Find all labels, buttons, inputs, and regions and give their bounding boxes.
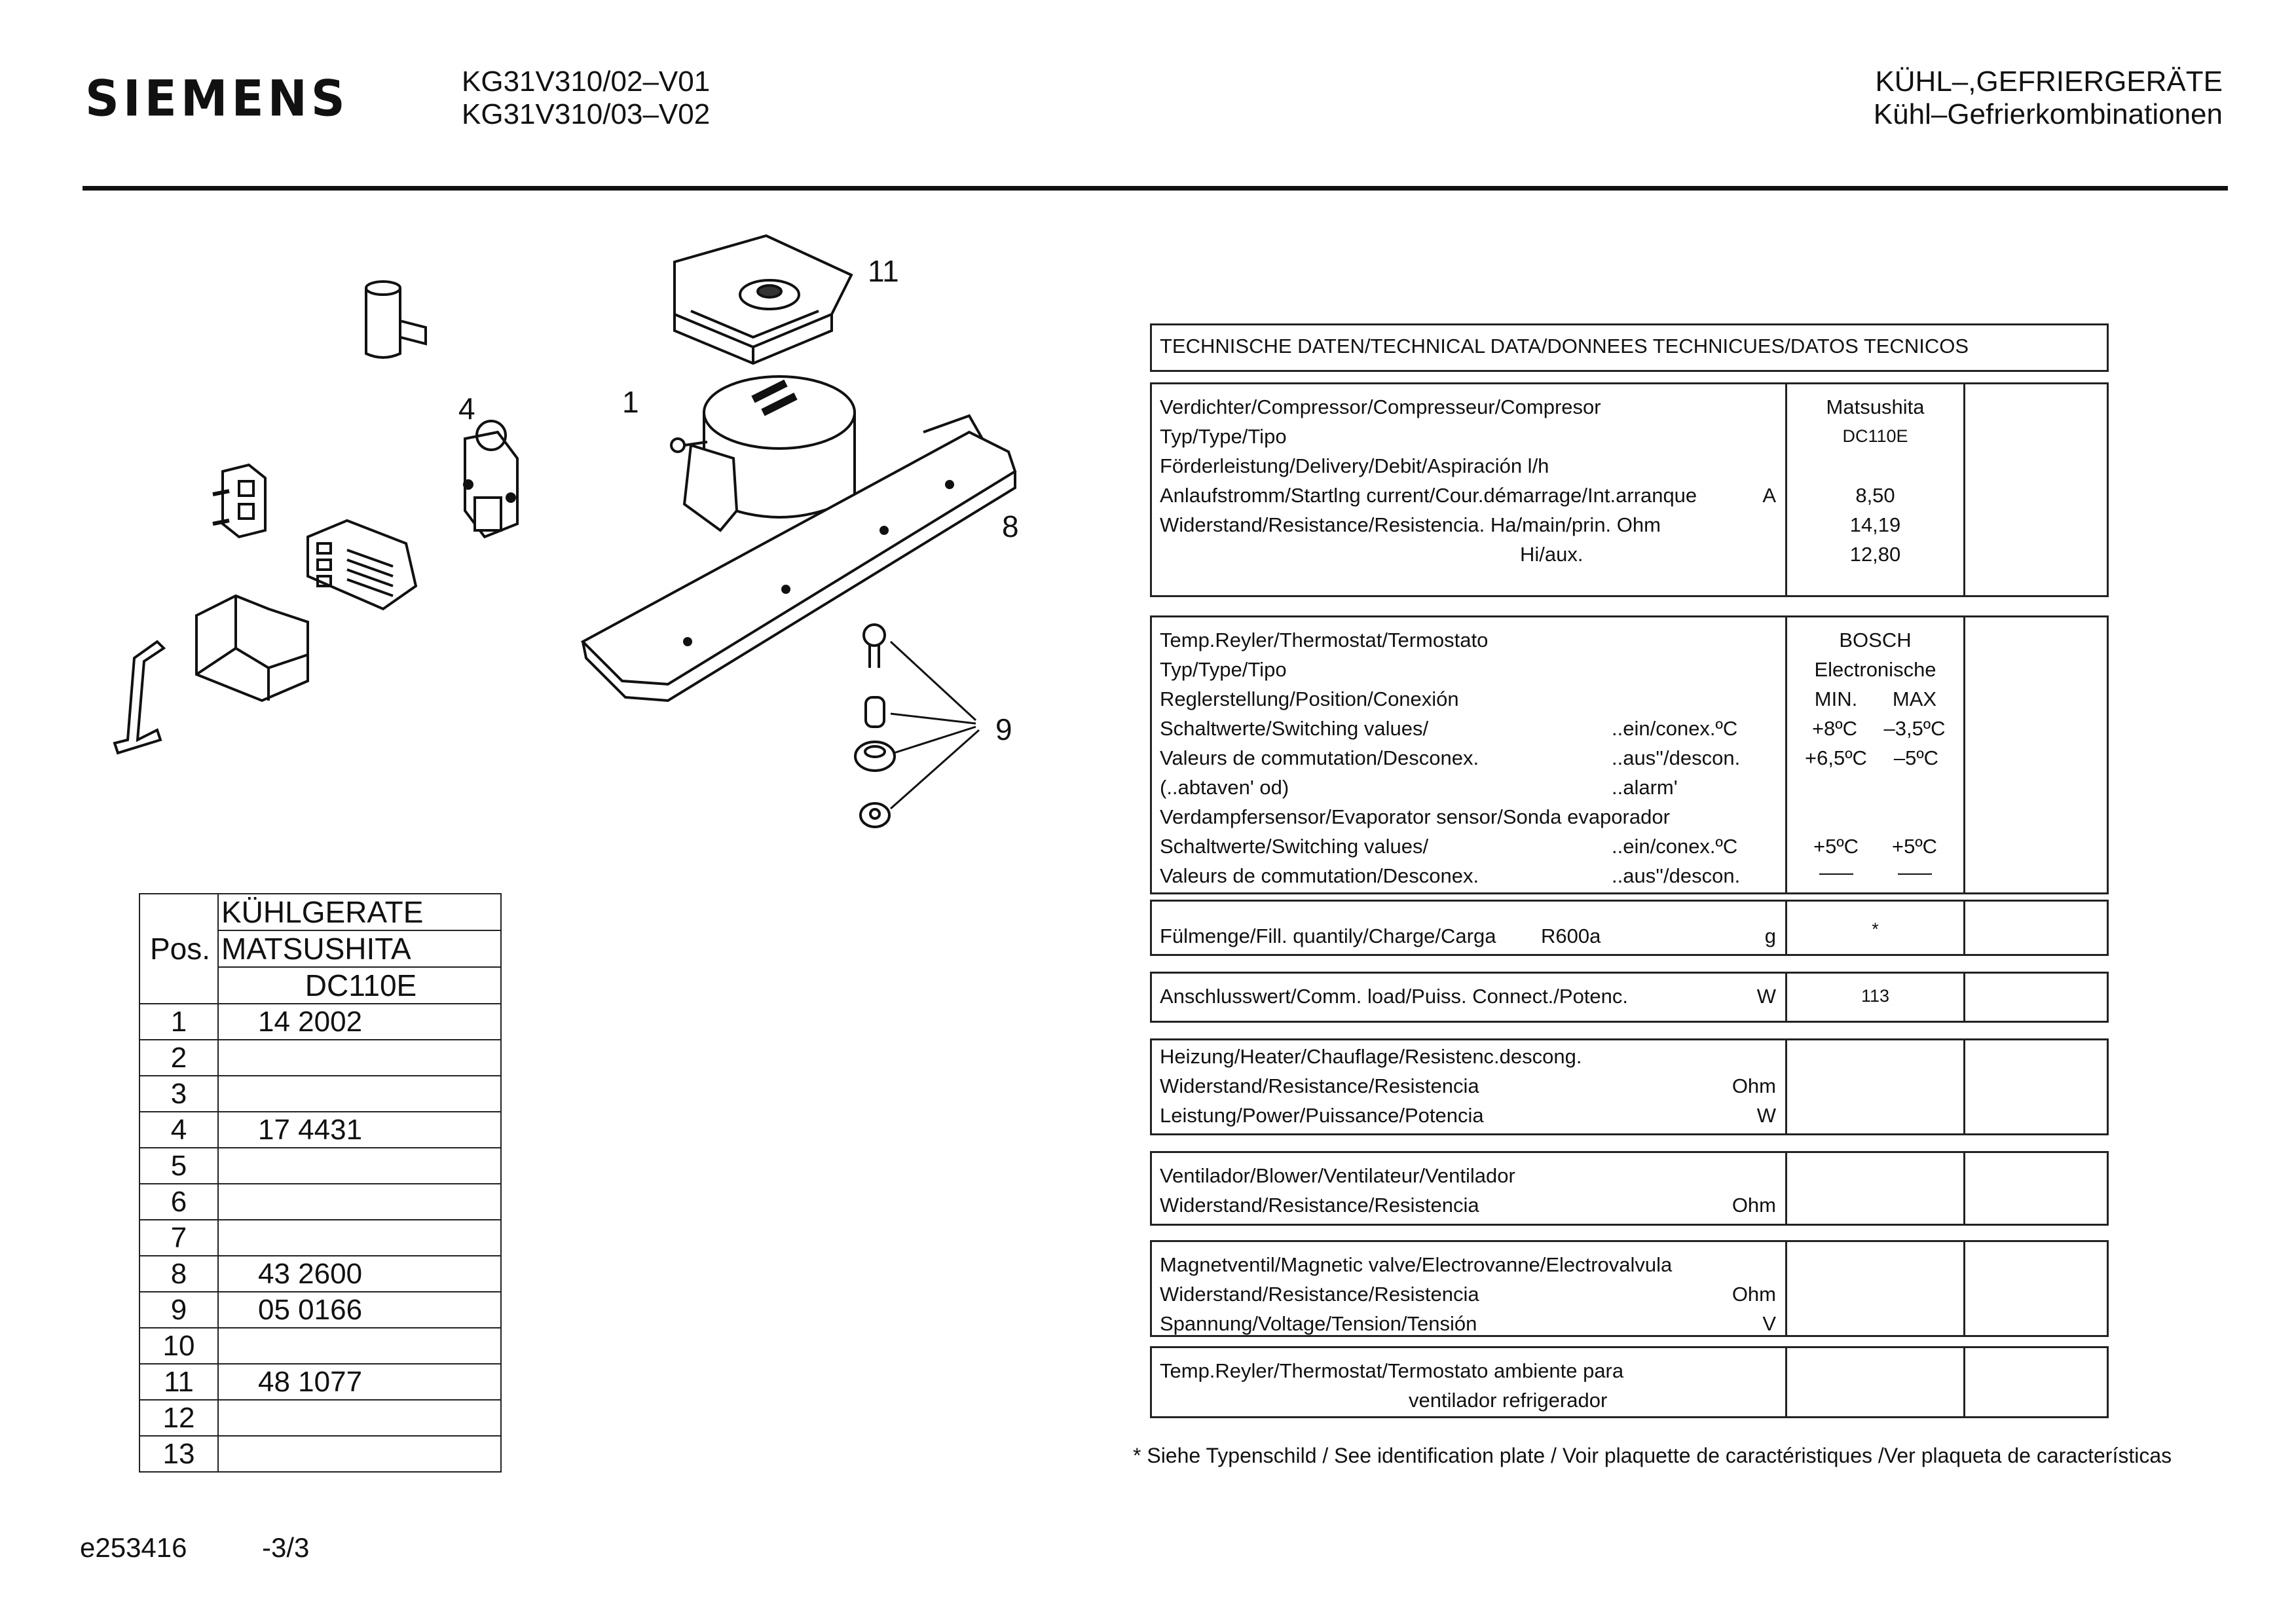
valve-voltage-label: Spannung/Voltage/Tension/Tensión	[1160, 1312, 1477, 1335]
part-number-cell: 43 2600	[218, 1256, 501, 1292]
sensor-on-max: +5ºC	[1891, 835, 1938, 858]
appliance-category	[1874, 65, 2223, 131]
resistance-aux-value: 12,80	[1849, 543, 1901, 566]
footnote: * Siehe Typenschild / See identification plate / Voir plaquette de caractéristiques /Ver plaqueta de características	[1133, 1444, 2172, 1467]
heater-power-label: Leistung/Power/Puissance/Potencia	[1160, 1104, 1484, 1127]
valve-resistance-row	[1160, 1279, 1785, 1309]
fill-extra-column	[1965, 902, 2107, 954]
connected-load-unit: W	[1756, 985, 1776, 1008]
connected-load-labels	[1152, 974, 1787, 1021]
switch-on-label: ..ein/conex.ºC	[1612, 717, 1738, 740]
fill-quantity-value: *	[1872, 919, 1879, 939]
ambient-thermostat-values	[1787, 1348, 1965, 1416]
base-plate-part	[583, 416, 1015, 701]
switch-off-max: –5ºC	[1893, 746, 1939, 769]
ambient-extra-column	[1965, 1348, 2107, 1416]
part-number-cell	[218, 1400, 501, 1436]
starting-current-unit: A	[1762, 484, 1776, 507]
pos-cell: 9	[139, 1292, 218, 1328]
model-number-1: KG31V310/02–V01	[462, 65, 711, 98]
min-label: MIN.	[1814, 687, 1858, 710]
pos-cell: 6	[139, 1184, 218, 1220]
sensor-off-row	[1160, 861, 1785, 890]
category-line-1: KÜHL–,GEFRIERGERÄTE	[1875, 65, 2223, 98]
terminal-block-part	[213, 465, 265, 537]
table-row	[139, 1040, 501, 1076]
starting-current-value: 8,50	[1855, 484, 1895, 507]
pos-cell: 2	[139, 1040, 218, 1076]
ambient-fan-row	[1160, 1385, 1785, 1415]
fan-label: Ventilador/Blower/Ventilateur/Ventilador	[1160, 1164, 1515, 1187]
tech-title-box	[1150, 323, 2109, 372]
sensor-off-min-dash	[1819, 873, 1853, 875]
compressor-make-value: Matsushita	[1826, 395, 1925, 418]
delivery-value	[1787, 451, 1963, 481]
heater-label: Heizung/Heater/Chauflage/Resistenc.descong.	[1160, 1045, 1582, 1068]
type-label: Typ/Type/Tipo	[1160, 425, 1287, 448]
refrigerant-label: R600a	[1541, 925, 1601, 947]
alarm-row	[1160, 773, 1785, 802]
pos-cell: 7	[139, 1220, 218, 1256]
table-row	[139, 1256, 501, 1292]
magnetic-valve-label: Magnetventil/Magnetic valve/Electrovanne/Electrovalvula	[1160, 1253, 1673, 1276]
heater-block	[1150, 1038, 2109, 1135]
heater-values	[1787, 1040, 1965, 1133]
part-number-cell: 05 0166	[218, 1292, 501, 1328]
starting-current-row	[1160, 481, 1785, 510]
capacitor-part	[366, 282, 426, 357]
switch-off-values	[1787, 743, 1963, 773]
switch-on-values	[1787, 714, 1963, 743]
part-number-cell: 48 1077	[218, 1364, 501, 1400]
table-row	[139, 1220, 501, 1256]
table-header-row	[139, 894, 501, 930]
sensor-off-values	[1787, 861, 1963, 890]
switching-off-row	[1160, 743, 1785, 773]
switch-off-label: ..aus''/descon.	[1612, 746, 1741, 769]
switching-values-label: Schaltwerte/Switching values/	[1160, 717, 1429, 740]
resistance-aux-label: Hi/aux.	[1520, 543, 1583, 566]
thermostat-type-label: Typ/Type/Tipo	[1160, 658, 1287, 681]
evaporator-sensor-label: Verdampfersensor/Evaporator sensor/Sonda evaporador	[1160, 805, 1670, 828]
callout-11: 11	[868, 254, 899, 288]
thermostat-extra-column	[1965, 617, 2107, 892]
pos-cell: 10	[139, 1328, 218, 1364]
table-row	[139, 1004, 501, 1040]
magnetic-valve-block	[1150, 1240, 2109, 1337]
valve-extra-column	[1965, 1242, 2107, 1335]
pos-cell: 4	[139, 1112, 218, 1148]
thermostat-labels	[1152, 617, 1787, 892]
load-extra-column	[1965, 974, 2107, 1021]
table-row	[139, 1076, 501, 1112]
category-line-2: Kühl–Gefrierkombinationen	[1873, 98, 2223, 130]
valve-resistance-unit: Ohm	[1731, 1283, 1776, 1306]
control-panel-part	[308, 521, 416, 609]
callout-9: 9	[995, 712, 1012, 746]
sensor-off-label: ..aus''/descon.	[1612, 864, 1741, 887]
thermostat-type-value: Electronische	[1814, 658, 1936, 681]
connected-load-row	[1160, 981, 1785, 1011]
ambient-thermostat-labels	[1152, 1348, 1787, 1416]
parts-number-table	[139, 893, 502, 1473]
alarm-values	[1787, 773, 1963, 802]
valve-voltage-unit: V	[1762, 1312, 1776, 1335]
ambient-thermostat-label: Temp.Reyler/Thermostat/Termostato ambiente para	[1160, 1359, 1624, 1382]
compressor-cover-part	[675, 236, 851, 363]
pos-cell: 3	[139, 1076, 218, 1112]
table-row	[139, 1400, 501, 1436]
starter-relay-part	[464, 421, 517, 537]
callout-4: 4	[458, 392, 475, 426]
min-max-header	[1787, 684, 1963, 714]
table-row	[139, 1292, 501, 1328]
commutation-label: Valeurs de commutation/Desconex.	[1160, 746, 1479, 769]
magnetic-valve-values	[1787, 1242, 1965, 1335]
sensor-switching-label: Schaltwerte/Switching values/	[1160, 835, 1429, 858]
compressor-extra-column	[1965, 384, 2107, 595]
sensor-on-label: ..ein/conex.ºC	[1612, 835, 1738, 858]
header-divider	[83, 186, 2228, 191]
sensor-header-values	[1787, 802, 1963, 832]
heater-resistance-unit: Ohm	[1731, 1074, 1776, 1097]
fan-resistance-label: Widerstand/Resistance/Resistencia	[1160, 1194, 1479, 1217]
part-number-cell	[218, 1436, 501, 1472]
fan-extra-column	[1965, 1153, 2107, 1224]
fill-quantity-labels	[1152, 902, 1787, 954]
sensor-off-max-dash	[1898, 873, 1932, 875]
thermostat-make-value: BOSCH	[1839, 629, 1912, 651]
pos-cell: 12	[139, 1400, 218, 1436]
switch-on-min: +8ºC	[1811, 717, 1857, 740]
heater-power-row	[1160, 1101, 1785, 1130]
starting-current-label: Anlaufstromm/Startlng current/Cour.démarrage/Int.arranque	[1160, 484, 1697, 507]
resistance-main-value: 14,19	[1849, 513, 1901, 536]
clip-part	[115, 642, 164, 753]
heater-power-unit: W	[1756, 1104, 1776, 1127]
callout-8: 8	[1002, 509, 1019, 543]
magnetic-valve-labels	[1152, 1242, 1787, 1335]
table-row	[139, 1328, 501, 1364]
fill-quantity-unit: g	[1764, 925, 1776, 947]
heater-resistance-row	[1160, 1071, 1785, 1101]
model-group-header: KÜHLGERATE	[218, 894, 501, 930]
max-label: MAX	[1892, 687, 1937, 710]
resistance-main-label: Widerstand/Resistance/Resistencia. Ha/main/prin. Ohm	[1160, 513, 1661, 536]
exploded-parts-diagram	[98, 223, 1067, 845]
compressor-type-header: DC110E	[218, 967, 501, 1004]
fan-values	[1787, 1153, 1965, 1224]
table-row	[139, 1112, 501, 1148]
part-number-cell	[218, 1220, 501, 1256]
document-id: e253416	[80, 1532, 187, 1563]
brand-logo: SIEMENS	[85, 69, 349, 128]
part-number-cell	[218, 1148, 501, 1184]
part-number-cell	[218, 1040, 501, 1076]
table-row	[139, 1436, 501, 1472]
thermostat-values	[1787, 617, 1965, 892]
model-number-2: KG31V310/03–V02	[462, 98, 711, 130]
sensor-commutation-label: Valeurs de commutation/Desconex.	[1160, 864, 1479, 887]
tech-title: TECHNISCHE DATEN/TECHNICAL DATA/DONNEES TECHNICUES/DATOS TECNICOS	[1160, 335, 1969, 357]
model-numbers	[462, 65, 710, 131]
defrost-label: (..abtaven' od)	[1160, 776, 1289, 799]
connected-load-value: 113	[1861, 986, 1890, 1006]
compressor-block	[1150, 382, 2109, 597]
sensor-on-values	[1787, 832, 1963, 861]
pos-cell: 13	[139, 1436, 218, 1472]
pos-column-header: Pos.	[139, 894, 218, 1004]
valve-voltage-row	[1160, 1309, 1785, 1338]
sensor-on-row	[1160, 832, 1785, 861]
pos-cell: 8	[139, 1256, 218, 1292]
switch-off-min: +6,5ºC	[1805, 746, 1867, 769]
compressor-label: Verdichter/Compressor/Compresseur/Compresor	[1160, 395, 1601, 418]
sensor-on-min: +5ºC	[1813, 835, 1859, 858]
fan-block	[1150, 1151, 2109, 1226]
fill-quantity-value-cell	[1787, 902, 1965, 954]
part-number-cell	[218, 1184, 501, 1220]
callout-1: 1	[622, 385, 639, 419]
pos-cell: 11	[139, 1364, 218, 1400]
thermostat-label: Temp.Reyler/Thermostat/Termostato	[1160, 629, 1489, 651]
fan-resistance-unit: Ohm	[1731, 1194, 1776, 1217]
delivery-label: Förderleistung/Delivery/Debit/Aspiración l/h	[1160, 454, 1549, 477]
thermostat-block	[1150, 615, 2109, 894]
fill-quantity-label: Fülmenge/Fill. quantily/Charge/Carga	[1160, 925, 1496, 947]
connected-load-value-cell	[1787, 974, 1965, 1021]
compressor-type-value: DC110E	[1842, 426, 1908, 446]
table-row	[139, 1184, 501, 1220]
part-number-cell	[218, 1076, 501, 1112]
part-number-cell: 17 4431	[218, 1112, 501, 1148]
fill-quantity-block	[1150, 900, 2109, 956]
table-row	[139, 1364, 501, 1400]
part-number-cell	[218, 1328, 501, 1364]
alarm-label: ..alarm'	[1612, 776, 1678, 799]
ambient-thermostat-block	[1150, 1346, 2109, 1418]
connected-load-label: Anschlusswert/Comm. load/Puiss. Connect./Potenc.	[1160, 985, 1629, 1008]
fixings-set-part	[855, 625, 979, 827]
heater-labels	[1152, 1040, 1787, 1133]
compressor-values	[1787, 384, 1965, 595]
heater-resistance-label: Widerstand/Resistance/Resistencia	[1160, 1074, 1479, 1097]
position-label: Reglerstellung/Position/Conexión	[1160, 687, 1459, 710]
compressor-part	[671, 376, 855, 530]
connected-load-block	[1150, 972, 2109, 1023]
pos-cell: 1	[139, 1004, 218, 1040]
pos-cell: 5	[139, 1148, 218, 1184]
compressor-labels	[1152, 384, 1787, 595]
valve-resistance-label: Widerstand/Resistance/Resistencia	[1160, 1283, 1479, 1306]
resistance-aux-row	[1160, 540, 1785, 569]
switch-on-max: –3,5ºC	[1883, 717, 1946, 740]
part-number-cell: 14 2002	[218, 1004, 501, 1040]
page-number: -3/3	[262, 1532, 310, 1563]
heater-extra-column	[1965, 1040, 2107, 1133]
manufacturer-header: MATSUSHITA	[218, 930, 501, 967]
table-row	[139, 1148, 501, 1184]
switch-housing-part	[196, 596, 308, 701]
switching-on-row	[1160, 714, 1785, 743]
fill-quantity-row	[1160, 921, 1785, 951]
fan-resistance-row	[1160, 1190, 1785, 1220]
fan-labels	[1152, 1153, 1787, 1224]
ambient-fan-label: ventilador refrigerador	[1409, 1389, 1608, 1412]
